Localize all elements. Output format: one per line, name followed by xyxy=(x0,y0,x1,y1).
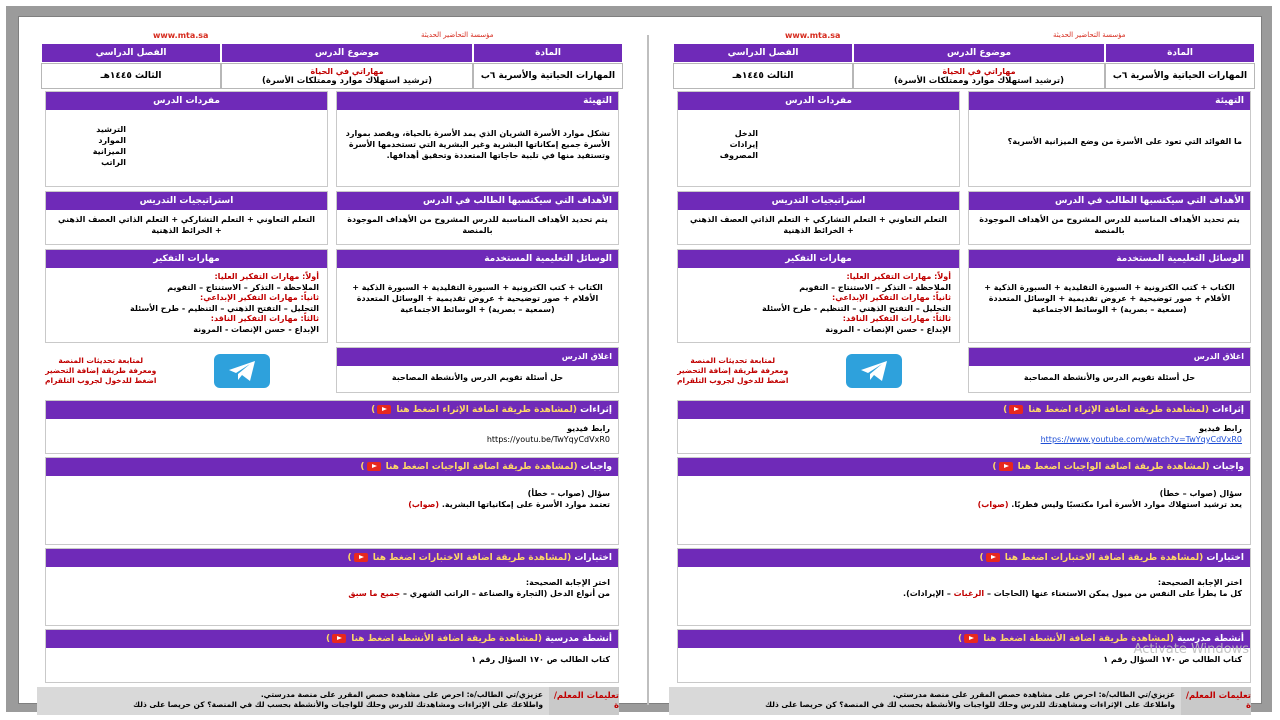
homework-section: واجبات (لمشاهدة طريقة اضافة الواجبات اضغط هنا ) سؤال (صواب – خطأ) يعد ترشيد استهلاك موارد الأسرة أمرا مكتسبًا وليس فطريًا. (صواب) xyxy=(677,457,1251,545)
enrichment-help-link[interactable]: (لمشاهدة طريقة اضافة الإثراء اضغط هنا ) xyxy=(1003,405,1209,415)
enrichment-section: إثراءات (لمشاهدة طريقة اضافة الإثراء اضغط هنا ) رابط فيديو https://youtu.be/TwYqyCdVxR0 xyxy=(45,400,619,454)
youtube-icon xyxy=(986,553,1000,562)
enrichment-help-link[interactable]: (لمشاهدة طريقة اضافة الإثراء اضغط هنا ) xyxy=(371,405,577,415)
youtube-icon xyxy=(1009,405,1023,414)
tests-help-link[interactable]: (لمشاهدة طريقة اضافة الاختبارات اضغط هنا ) xyxy=(347,553,572,563)
tests-help-link[interactable]: (لمشاهدة طريقة اضافة الاختبارات اضغط هنا ) xyxy=(979,553,1204,563)
slide-frame xyxy=(6,6,1272,712)
telegram-promo[interactable] xyxy=(677,347,960,395)
lesson-page-right xyxy=(673,29,1255,711)
vocab-item: الميزانية xyxy=(92,147,126,156)
subject-header: المادة xyxy=(1105,43,1255,63)
activities-section: أنشطة مدرسية (لمشاهدة طريقة اضافة الأنشطة اضغط هنا ) كتاب الطالب ص ١٧٠ السؤال رقم ١ xyxy=(45,629,619,683)
vocab-item: الراتب xyxy=(101,158,126,167)
youtube-icon xyxy=(964,634,978,643)
slide-content xyxy=(18,16,1262,711)
semester-header: الفصل الدراسي xyxy=(41,43,221,63)
youtube-icon xyxy=(332,634,346,643)
topic-header: موضوع الدرس xyxy=(853,43,1105,63)
telegram-promo[interactable] xyxy=(45,347,328,395)
subject-value: المهارات الحياتية والأسرية ٦ب xyxy=(473,63,623,89)
topic-value: مهاراتي في الحياة (ترشيد استهلاك موارد وممتلكات الأسرة) xyxy=(853,63,1105,89)
vocab-box: مفردات الدرس الدخل إيرادات المصروف xyxy=(677,91,960,187)
telegram-promo-text[interactable]: لمتابعة تحديثات المنصة ومعرفة طريقة إضافة التحضير اضغط للدخول لجروب التلقرام xyxy=(677,356,789,385)
thinking-box: مهارات التفكير أولاً: مهارات التفكير العليا: الملاحظة – التذكر – الاستنتاج – التقويم ثانياً: مهارات التفكير الإبداعي: التحليل – التفتح الذهني – التنظيم - طرح الأسئلة ثالثاً: مهارات التفكير الناقد: الإبداع - حسن الإنصات - المرونة xyxy=(677,249,960,343)
vocab-item: الدخل xyxy=(734,129,758,138)
teacher-notes: تعليمات المعلم/ة عزيزي/تي الطالب/ة: احرص على مشاهدة حصص المقرر على منصة مدرستي. واطلاعك على الإثراءات ومشاهدتك للدرس وحلك للواجبات والأنشطة بحسب لك في المنصة؟ كن حريصا على ذلك xyxy=(45,687,619,715)
org-name: مؤسسة التحاضير الحديثة xyxy=(1053,31,1126,39)
topic-value: مهاراتي في الحياة (ترشيد استهلاك موارد وممتلكات الأسرة) xyxy=(221,63,473,89)
vocab-item: الترشيد xyxy=(96,125,126,134)
strategies-box: استراتيجيات التدريس التعلم التعاوني + التعلم التشاركي + التعلم الذاتي العصف الذهني + الخرائط الذهنية xyxy=(677,191,960,245)
tools-box: الوسائل التعليمية المستخدمة الكتاب + كتب الكترونية + السبورة التقليدية + السبورة الذكية + الأقلام + صور توضيحية + عروض تقديمية + الوسائل المتعددة (سمعية – بصرية) + الوسائط الاجتماعية xyxy=(968,249,1251,343)
video-link[interactable]: https://www.youtube.com/watch?v=TwYqyCdVxR0 xyxy=(1040,435,1242,444)
semester-value: الثالث ١٤٤٥هـ xyxy=(673,63,853,89)
tests-section: اختبارات (لمشاهدة طريقة اضافة الاختبارات اضغط هنا ) اختر الإجابة الصحيحة: كل ما يطرأ على النفس من ميول يمكن الاستغناء عنها (الحاجات – الرغبات – الإيرادات). xyxy=(677,548,1251,626)
strategies-box: استراتيجيات التدريس التعلم التعاوني + التعلم التشاركي + التعلم الذاتي العصف الذهني + الخرائط الذهنية xyxy=(45,191,328,245)
goals-box: الأهداف التي سيكتسبها الطالب في الدرس يتم تحديد الأهداف المناسبة للدرس المشروح من الأهداف الموجودة بالمنصة xyxy=(968,191,1251,245)
thinking-box: مهارات التفكير أولاً: مهارات التفكير العليا: الملاحظة – التذكر – الاستنتاج – التقويم ثانياً: مهارات التفكير الإبداعي: التحليل – التفتح الذهني – التنظيم - طرح الأسئلة ثالثاً: مهارات التفكير الناقد: الإبداع - حسن الإنصات - المرونة xyxy=(45,249,328,343)
tests-section: اختبارات (لمشاهدة طريقة اضافة الاختبارات اضغط هنا ) اختر الإجابة الصحيحة: من أنواع الدخل (التجارة والصناعة – الراتب الشهري – جميع ما سبق xyxy=(45,548,619,626)
site-url[interactable]: www.mta.sa xyxy=(153,31,209,40)
tools-box: الوسائل التعليمية المستخدمة الكتاب + كتب الكترونية + السبورة التقليدية + السبورة الذكية + الأقلام + صور توضيحية + عروض تقديمية + الوسائل المتعددة (سمعية – بصرية) + الوسائط الاجتماعية xyxy=(336,249,619,343)
telegram-promo-text[interactable]: لمتابعة تحديثات المنصة ومعرفة طريقة إضافة التحضير اضغط للدخول لجروب التلقرام xyxy=(45,356,157,385)
topic-header: موضوع الدرس xyxy=(221,43,473,63)
lesson-page-left xyxy=(41,29,623,711)
lesson-header xyxy=(673,43,1255,89)
semester-value: الثالث ١٤٤٥هـ xyxy=(41,63,221,89)
org-name: مؤسسة التحاضير الحديثة xyxy=(421,31,494,39)
youtube-icon xyxy=(999,462,1013,471)
closing-box: اغلاق الدرس حل أسئلة تقويم الدرس والأنشطة المصاحبة xyxy=(336,347,619,393)
activities-section: أنشطة مدرسية (لمشاهدة طريقة اضافة الأنشطة اضغط هنا ) كتاب الطالب ص ١٧٠ السؤال رقم ١ xyxy=(677,629,1251,683)
teacher-notes: تعليمات المعلم/ة عزيزي/تي الطالب/ة: احرص على مشاهدة حصص المقرر على منصة مدرستي. واطلاعك على الإثراءات ومشاهدتك للدرس وحلك للواجبات والأنشطة بحسب لك في المنصة؟ كن حريصا على ذلك xyxy=(677,687,1251,715)
activation-watermark: Activate Windows xyxy=(1133,642,1249,657)
telegram-icon[interactable] xyxy=(214,354,270,388)
enrichment-section: إثراءات (لمشاهدة طريقة اضافة الإثراء اضغط هنا ) رابط فيديو https://www.youtube.com/watch?v=TwYqyCdVxR0 xyxy=(677,400,1251,454)
activities-help-link[interactable]: (لمشاهدة طريقة اضافة الأنشطة اضغط هنا ) xyxy=(325,634,542,644)
vocab-item: الموارد xyxy=(98,136,126,145)
activities-help-link[interactable]: (لمشاهدة طريقة اضافة الأنشطة اضغط هنا ) xyxy=(957,634,1174,644)
telegram-icon[interactable] xyxy=(846,354,902,388)
goals-box: الأهداف التي سيكتسبها الطالب في الدرس يتم تحديد الأهداف المناسبة للدرس المشروح من الأهداف الموجودة بالمنصة xyxy=(336,191,619,245)
semester-header: الفصل الدراسي xyxy=(673,43,853,63)
intro-box: التهيئة ما الفوائد التي تعود على الأسرة من وضع الميزانية الأسرية؟ xyxy=(968,91,1251,187)
vocab-item: المصروف xyxy=(719,151,758,160)
video-link[interactable]: https://youtu.be/TwYqyCdVxR0 xyxy=(486,435,610,444)
closing-box: اغلاق الدرس حل أسئلة تقويم الدرس والأنشطة المصاحبة xyxy=(968,347,1251,393)
vocab-item: إيرادات xyxy=(729,140,758,149)
subject-value: المهارات الحياتية والأسرية ٦ب xyxy=(1105,63,1255,89)
intro-text: ما الفوائد التي تعود على الأسرة من وضع الميزانية الأسرية؟ xyxy=(1007,137,1242,146)
site-url[interactable]: www.mta.sa xyxy=(785,31,841,40)
youtube-icon xyxy=(354,553,368,562)
subject-header: المادة xyxy=(473,43,623,63)
vocab-box: مفردات الدرس الترشيد الموارد الميزانية الراتب xyxy=(45,91,328,187)
lesson-header xyxy=(41,43,623,89)
homework-section: واجبات (لمشاهدة طريقة اضافة الواجبات اضغط هنا ) سؤال (صواب – خطأ) تعتمد موارد الأسرة على إمكانياتها البشرية. (صواب) xyxy=(45,457,619,545)
youtube-icon xyxy=(367,462,381,471)
intro-box: التهيئة تشكل موارد الأسرة الشريان الذي يمد الأسرة بالحياة، ويقصد بموارد الأسرة جميع إمكاناتها البشرية وغير البشرية التي تستخدمها الأسرة وتستفيد منها في تلبية حاجاتها المتعددة وتحقيق أهدافها. xyxy=(336,91,619,187)
homework-help-link[interactable]: (لمشاهدة طريقة اضافة الواجبات اضغط هنا ) xyxy=(992,462,1210,472)
youtube-icon xyxy=(377,405,391,414)
page-divider xyxy=(647,35,649,705)
intro-text: تشكل موارد الأسرة الشريان الذي يمد الأسرة بالحياة، ويقصد بموارد الأسرة جميع إمكاناتها البشرية وغير البشرية التي تستخدمها الأسرة وتستفيد منها في تلبية حاجاتها المتعددة وتحقيق أهدافها. xyxy=(345,129,610,160)
homework-help-link[interactable]: (لمشاهدة طريقة اضافة الواجبات اضغط هنا ) xyxy=(360,462,578,472)
